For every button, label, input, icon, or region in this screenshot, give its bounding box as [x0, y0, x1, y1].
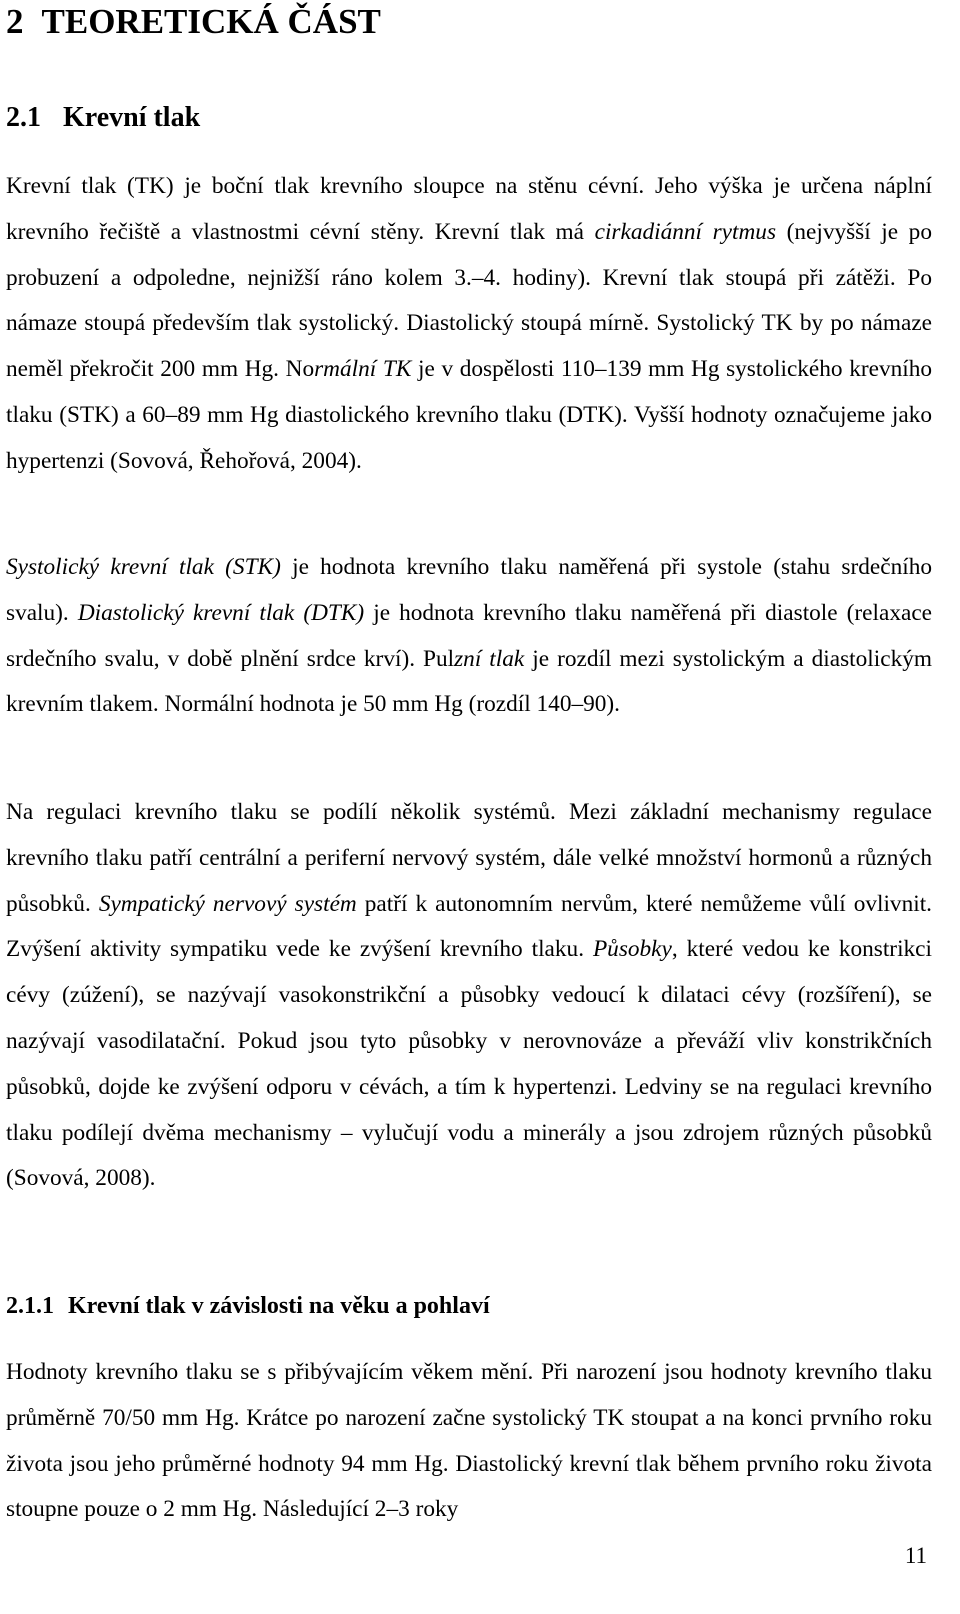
text-run: je rozdíl mezi systolickým a diastolickým krevním tlakem. Normální hodnota je 50 mm Hg (rozdíl 140–90). — [6, 645, 932, 718]
italic-term: Diastolický krevní tlak (DTK) — [77, 599, 365, 626]
subsection-heading — [6, 1289, 490, 1323]
italic-term: Systolický krevní tlak (STK) — [6, 554, 281, 580]
text-run: Hodnoty krevního tlaku se s přibývajícím věkem mění. Při narození jsou hodnoty krevního tlaku průměrně 70/50 mm Hg. Krátce po narození začne systolický TK stoupat a na konci prvního roku života jsou jeho průměrné hodnoty 94 mm Hg. Diastolický krevní tlak během prvního roku života stoupne pouze o 2 mm Hg. Následující 2–3 roky — [6, 1359, 932, 1523]
chapter-title: TEORETICKÁ ČÁST — [41, 2, 381, 41]
italic-term: Působky — [592, 936, 672, 963]
page-number: 11 — [904, 1543, 927, 1568]
section-title: Krevní tlak — [63, 102, 201, 133]
text-run: je v dospělosti 110–139 mm Hg systolického krevního tlaku (STK) a 60–89 mm Hg diastolického krevního tlaku (DTK). Vyšší hodnoty označujeme jako hypertenzi (Sovová, Řehořová, 2004). — [6, 356, 933, 474]
section-number: 2.1 — [6, 102, 41, 133]
chapter-heading — [6, 0, 381, 44]
paragraph-blood-pressure-definition — [6, 164, 932, 485]
italic-term: rmální TK — [314, 356, 412, 383]
text-run: je hodnota krevního tlaku naměřená při systole (stahu srdečního svalu). — [6, 554, 932, 626]
text-run: Krevní tlak (TK) je boční tlak krevního sloupce na stěnu cévní. Jeho výška je určena náplní krevního řečiště a vlastnostmi cévní stěny. Krevní tlak má — [6, 173, 932, 245]
text-run: Na regulaci krevního tlaku se podílí několik systémů. Mezi základní mechanismy regulace krevního tlaku patří centrální a periferní nervový systém, dále velké množství hormonů a různých působků. — [6, 799, 932, 917]
text-run: je hodnota krevního tlaku naměřená při diastole (relaxace srdečního svalu, v době plnění srdce krví). Pul — [6, 599, 933, 672]
text-run: , které vedou ke konstrikci cévy (zúžení), se nazývají vasokonstrikční a působky vedoucí k dilataci cévy (rozšíření), se nazývají vasodilatační. Pokud jsou tyto působky v nerovnováze a převáží vliv konstrikčních působků, dojde ke zvýšení odporu v cévách, a tím k hypertenzi. Ledviny se na regulaci krevního tlaku podílejí dvěma mechanismy – vylučují vodu a minerály a jsou zdrojem různých působků (Sovová, 2008). — [6, 936, 932, 1192]
italic-term: zní tlak — [454, 645, 525, 672]
paragraph-age-and-sex — [6, 1350, 932, 1533]
section-heading — [6, 98, 200, 138]
text-run: patří k autonomním nervům, které nemůžeme vůlí ovlivnit. Zvýšení aktivity sympatiku vede ke zvýšení krevního tlaku. — [6, 890, 933, 963]
paragraph-systolic-diastolic — [6, 545, 932, 728]
subsection-number: 2.1.1 — [6, 1293, 54, 1319]
italic-term: cirkadiánní rytmus — [594, 218, 777, 245]
chapter-number: 2 — [6, 2, 24, 41]
italic-term: Sympatický nervový systém — [98, 890, 357, 917]
paragraph-regulation — [6, 790, 932, 1202]
text-run: (nejvyšší je po probuzení a odpoledne, nejnižší ráno kolem 3.–4. hodiny). Krevní tlak stoupá při zátěži. Po námaze stoupá především tlak systolický. Diastolický stoupá mírně. Systolický TK by po námaze neměl překročit 200 mm Hg. No — [6, 218, 932, 383]
subsection-title: Krevní tlak v závislosti na věku a pohlaví — [68, 1293, 490, 1319]
